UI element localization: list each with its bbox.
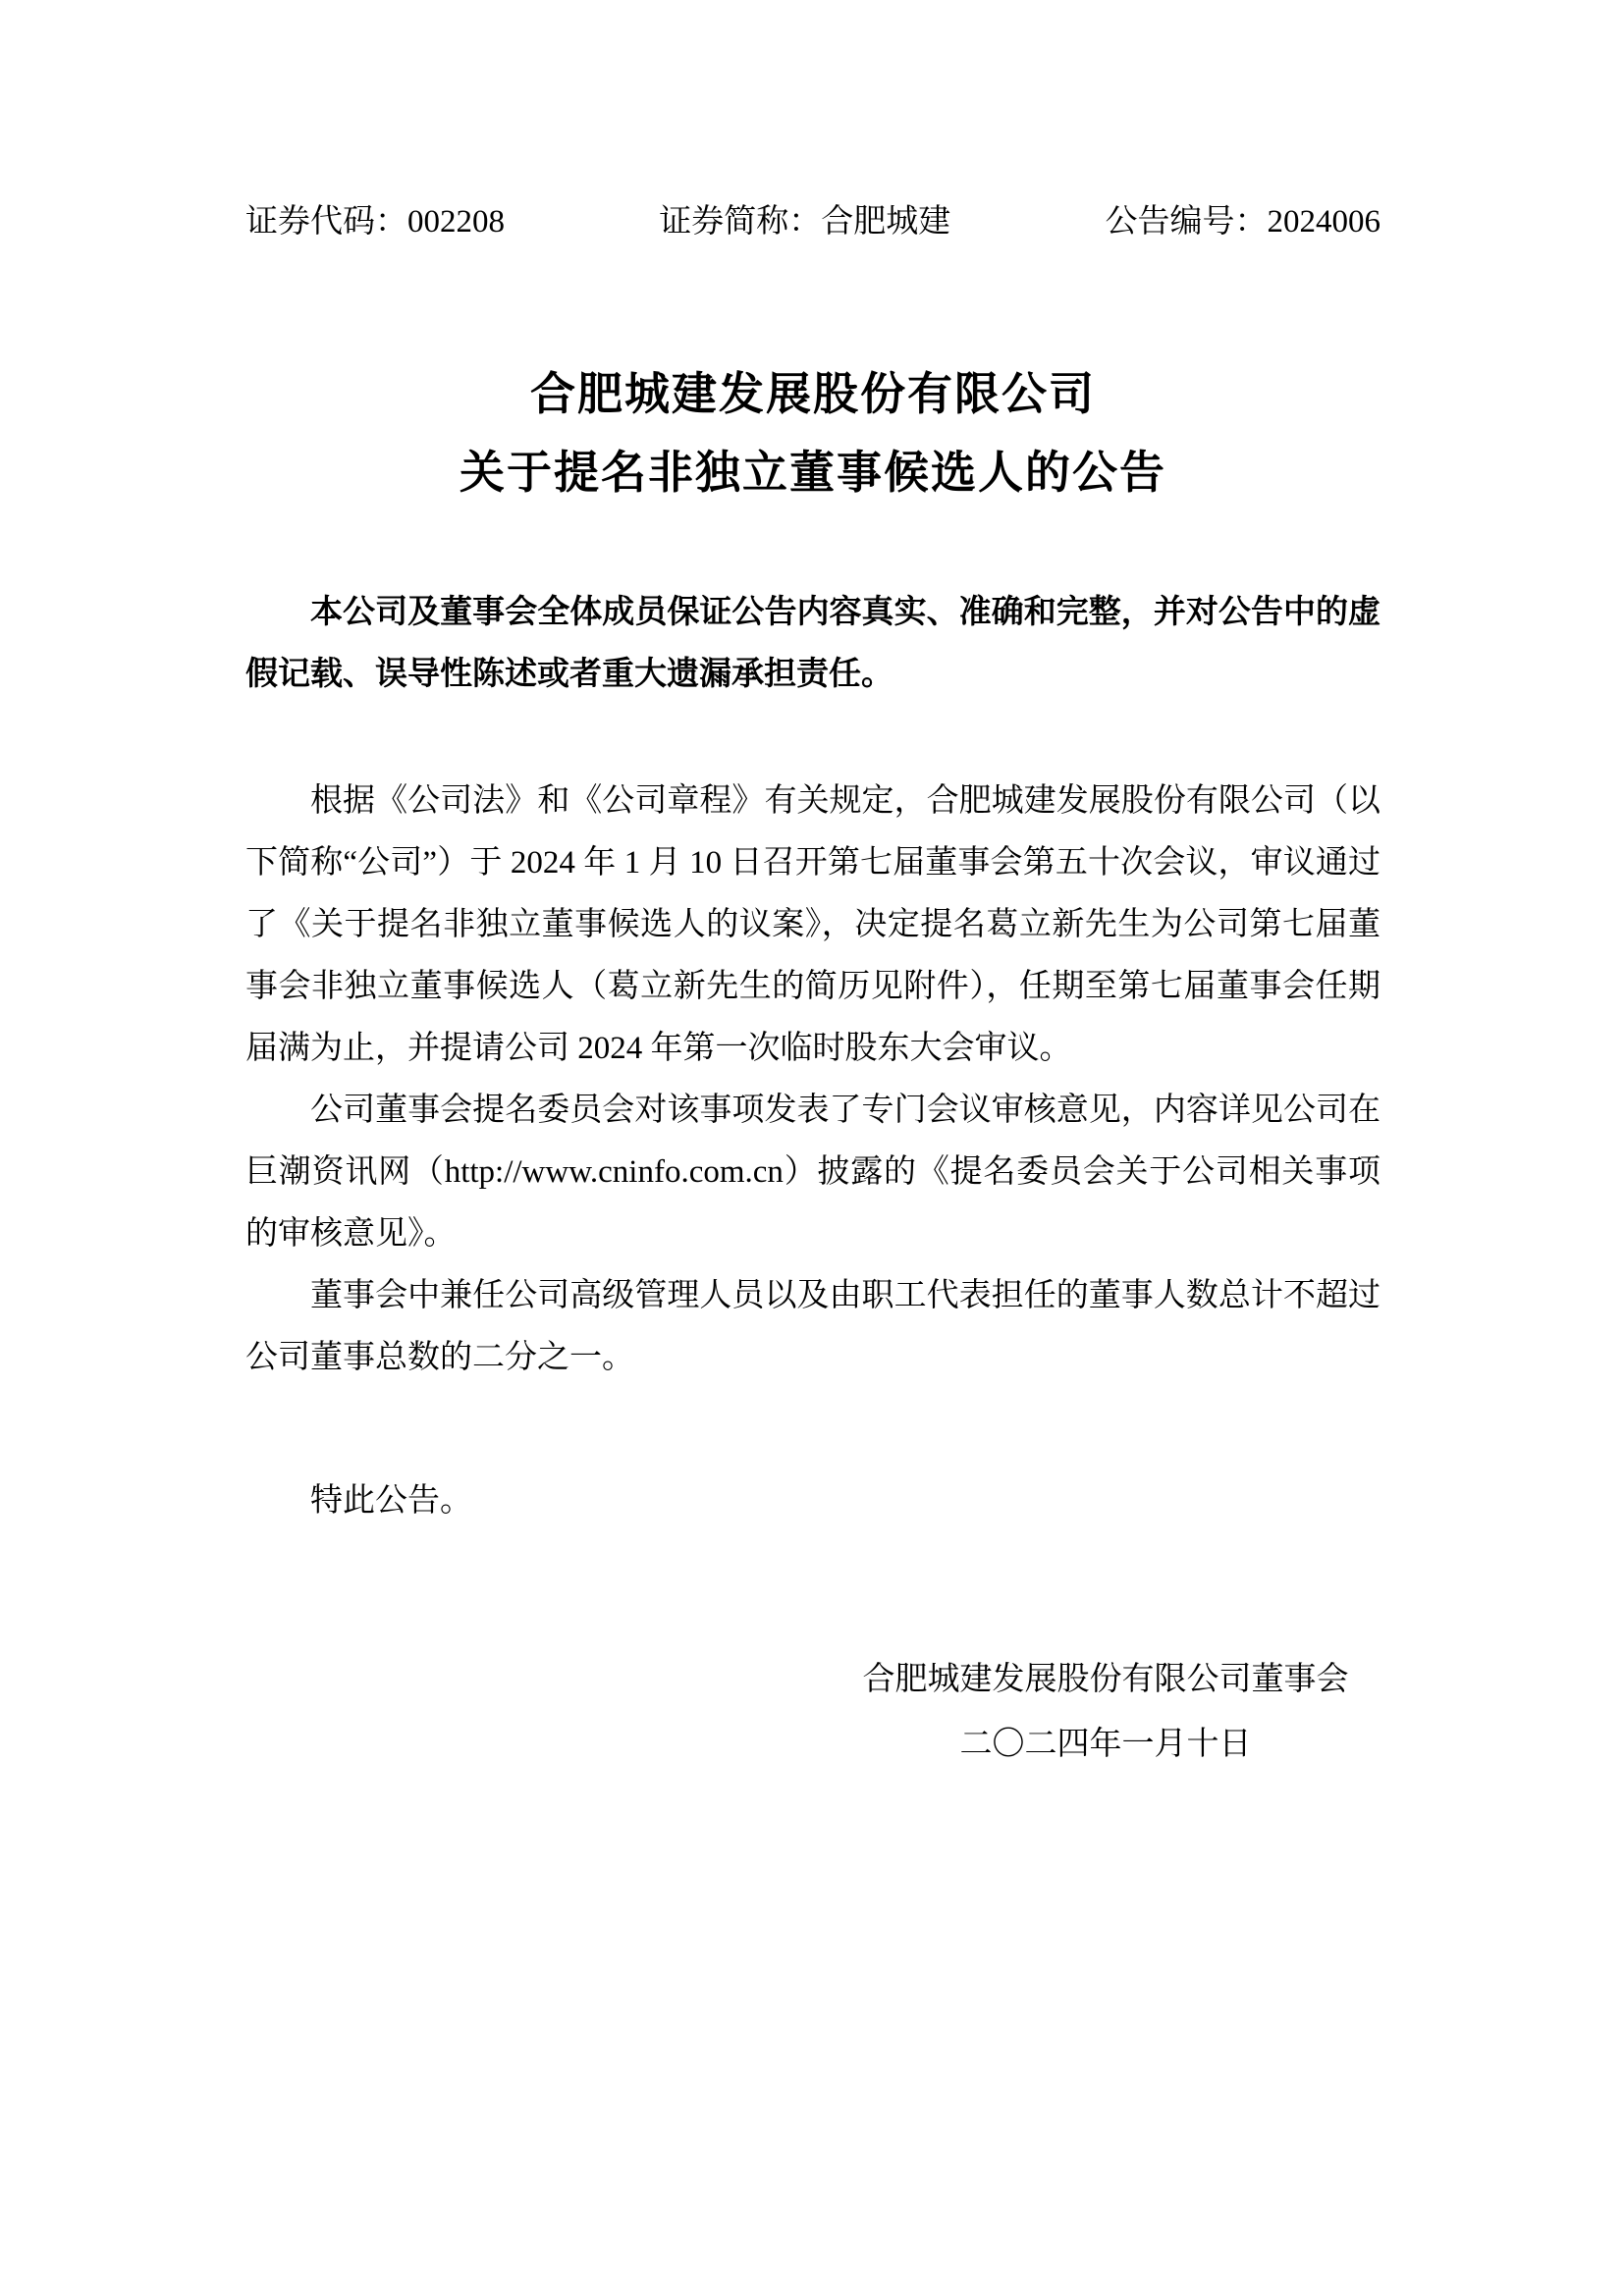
stock-code-label: 证券代码：002208 <box>245 204 505 240</box>
stock-name-label: 证券简称：合肥城建 <box>659 204 951 240</box>
announcement-number-label: 公告编号：2024006 <box>1105 204 1380 240</box>
paragraph-nomination-committee: 公司董事会提名委员会对该事项发表了专门会议审核意见，内容详见公司在巨潮资讯网（http://www.cninfo.com.cn）披露的《提名委员会关于公司相关事项的审核意见》。 <box>245 1093 1380 1252</box>
signature-block <box>831 1647 1380 1777</box>
paragraph-board-resolution: 根据《公司法》和《公司章程》有关规定，合肥城建发展股份有限公司（以下简称“公司”）于 2024 年 1 月 10 日召开第七届董事会第五十次会议，审议通过了《关于提名非独立董事候选人的议案》，决定提名葛立新先生为公司第七届董事会非独立董事候选人（葛立新先生的简历见附件），任期至第七届董事会任期届满为止，并提请公司 2024 年第一次临时股东大会审议。 <box>245 783 1380 1066</box>
document-body <box>245 0 1380 1777</box>
securities-header-row <box>245 191 1380 253</box>
signature-date: 二〇二四年一月十日 <box>959 1727 1252 1762</box>
paragraph-director-ratio: 董事会中兼任公司高级管理人员以及由职工代表担任的董事人数总计不超过公司董事总数的二分之一。 <box>245 1278 1380 1375</box>
closing-line: 特此公告。 <box>310 1483 472 1519</box>
announcement-title: 关于提名非独立董事候选人的公告 <box>460 448 1166 498</box>
company-title: 合肥城建发展股份有限公司 <box>530 369 1096 419</box>
signature-company: 合肥城建发展股份有限公司董事会 <box>862 1662 1349 1697</box>
announcement-content <box>245 771 1380 1389</box>
truthfulness-statement: 本公司及董事会全体成员保证公告内容真实、准确和完整，并对公告中的虚假记载、误导性陈述或者重大遗漏承担责任。 <box>245 595 1380 692</box>
